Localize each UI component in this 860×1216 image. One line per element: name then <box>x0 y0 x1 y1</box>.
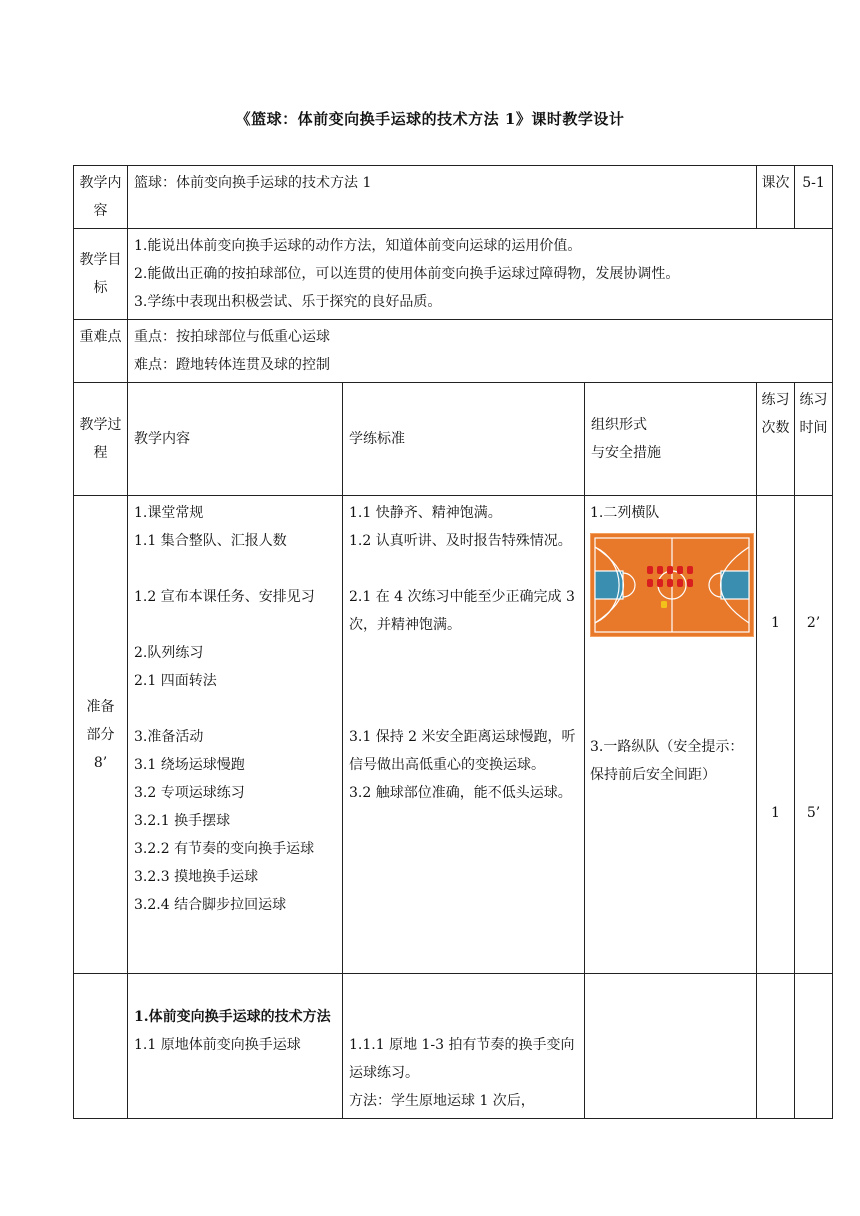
list-item: 3.1 保持 2 米安全距离运球慢跑，听信号做出高低重心的变换运球。 <box>349 729 576 773</box>
preparation-organization <box>585 496 757 974</box>
header-time: 练习时间 <box>795 383 833 496</box>
basic-time <box>795 974 833 1119</box>
list-item: 3.2 专项运球练习 <box>134 785 245 801</box>
label-teaching-goals: 教学目标 <box>74 229 128 320</box>
row-teaching-goals <box>74 229 833 320</box>
list-item: 3.2.4 结合脚步拉回运球 <box>134 897 287 913</box>
reps-value-2: 1 <box>771 805 780 821</box>
row-key-points <box>74 320 833 383</box>
preparation-content <box>128 496 343 974</box>
time-value-1: 2’ <box>806 615 821 631</box>
org-formation-3: 3.一路纵队（安全提示：保持前后安全间距） <box>590 739 744 783</box>
label-lesson-number: 课次 <box>757 166 795 229</box>
list-item: 3.2.1 换手摆球 <box>134 813 231 829</box>
label-basic-part <box>74 974 128 1119</box>
basic-organization <box>585 974 757 1119</box>
list-item: 3.2.3 摸地换手运球 <box>134 869 259 885</box>
list-item: 1.1 快静齐、精神饱满。 <box>349 505 502 521</box>
row-process-header <box>74 383 833 496</box>
list-item: 3.准备活动 <box>134 729 204 745</box>
label-preparation-part: 准备 部分 8’ <box>74 496 128 974</box>
goal-item: 1.能说出体前变向换手运球的动作方法，知道体前变向运球的运用价值。 <box>134 238 582 254</box>
list-item: 1.1 集合整队、汇报人数 <box>134 533 287 549</box>
basketball-court-diagram <box>590 533 754 647</box>
org-formation-1: 1.二列横队 <box>590 505 660 521</box>
basic-standard-line2: 方法：学生原地运球 1 次后， <box>349 1093 535 1109</box>
lesson-plan-table <box>73 165 833 1119</box>
preparation-standard <box>343 496 585 974</box>
header-reps: 练习次数 <box>757 383 795 496</box>
teaching-content-text: 篮球：体前变向换手运球的技术方法 1 <box>128 166 757 229</box>
header-org-line1: 组织形式 <box>591 417 647 433</box>
difficulty-text: 难点：蹬地转体连贯及球的控制 <box>134 357 330 373</box>
label-key-points: 重难点 <box>74 320 128 383</box>
list-item: 3.2.2 有节奏的变向换手运球 <box>134 841 315 857</box>
list-item: 2.1 在 4 次练习中能至少正确完成 3 次，并精神饱满。 <box>349 589 575 633</box>
preparation-reps <box>757 496 795 974</box>
label-teaching-content: 教学内容 <box>74 166 128 229</box>
row-preparation <box>74 496 833 974</box>
basic-standard-line1: 1.1.1 原地 1-3 拍有节奏的换手变向运球练习。 <box>349 1037 575 1081</box>
header-process: 教学过程 <box>74 383 128 496</box>
reps-value-1: 1 <box>771 615 780 631</box>
goal-item: 2.能做出正确的按拍球部位，可以连贯的使用体前变向换手运球过障碍物，发展协调性。 <box>134 266 680 282</box>
key-point-text: 重点：按拍球部位与低重心运球 <box>134 329 330 345</box>
list-item: 1.2 认真听讲、及时报告特殊情况。 <box>349 533 572 549</box>
court-svg <box>590 533 754 637</box>
basic-reps <box>757 974 795 1119</box>
goal-item: 3.学练中表现出积极尝试、乐于探究的良好品质。 <box>134 294 442 310</box>
row-basic-part <box>74 974 833 1119</box>
lesson-number-value: 5-1 <box>795 166 833 229</box>
key-points-cell <box>128 320 833 383</box>
basic-content <box>128 974 343 1119</box>
row-teaching-content <box>74 166 833 229</box>
teaching-goals-list <box>128 229 833 320</box>
list-item: 1.2 宣布本课任务、安排见习 <box>134 589 315 605</box>
preparation-time <box>795 496 833 974</box>
list-item: 3.2 触球部位准确，能不低头运球。 <box>349 785 572 801</box>
basic-content-heading: 1.体前变向换手运球的技术方法 <box>134 1009 331 1025</box>
list-item: 2.1 四面转法 <box>134 673 217 689</box>
header-content: 教学内容 <box>128 383 343 496</box>
right-key <box>721 571 749 599</box>
header-standard: 学练标准 <box>343 383 585 496</box>
basic-content-line: 1.1 原地体前变向换手运球 <box>134 1037 301 1053</box>
time-value-2: 5’ <box>806 805 821 821</box>
list-item: 3.1 绕场运球慢跑 <box>134 757 245 773</box>
teacher-marker <box>661 601 667 608</box>
list-item: 1.课堂常规 <box>134 505 204 521</box>
header-org-line2: 与安全措施 <box>591 445 661 461</box>
document-title: 《篮球：体前变向换手运球的技术方法 1》课时教学设计 <box>235 110 625 128</box>
basic-standard <box>343 974 585 1119</box>
list-item: 2.队列练习 <box>134 645 204 661</box>
header-organization <box>585 383 757 496</box>
